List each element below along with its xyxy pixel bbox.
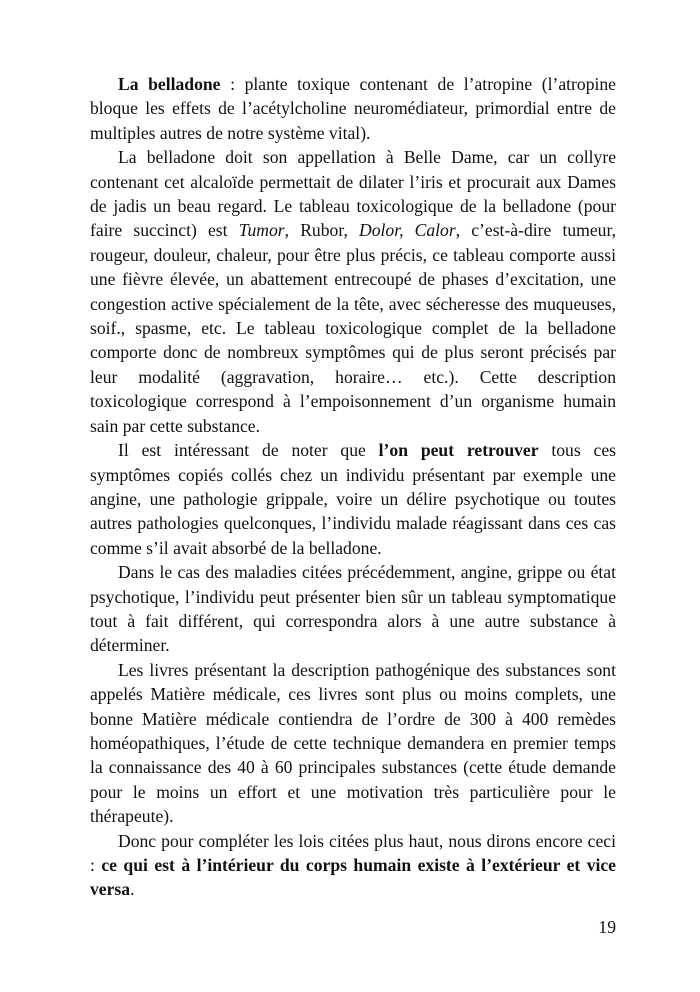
paragraph-belladone-definition — [90, 72, 616, 145]
term-belladone: La belladone — [118, 74, 221, 94]
bold-phrase-retrouver: l’on peut retrouver — [378, 440, 539, 461]
italic-term-tumor: Tumor — [238, 220, 285, 241]
paragraph-maladies — [90, 560, 616, 658]
paragraph-text: Donc pour compléter les lois citées plus haut, nous dirons encore ceci : — [90, 830, 616, 875]
paragraph-text: tous ces symptômes copiés collés chez un individu présentant par exemple une angine, une pathologie grippale, voire un délire psychotique ou toutes autres pathologies quelconques, l’individu malade réagissant dans ces cas comme s’il avait absorbé de la belladone. — [90, 440, 616, 558]
paragraph-text: Les livres présentant la description pathogénique des substances sont appelés Matière médicale, ces livres sont plus ou moins complets, une bonne Matière médicale contiendra de l’ordre de 300 à 400 remèdes homéopathiques, l’étude de cette technique demandera en premier temps la connaissance des 40 à 60 principales substances (cette étude demande pour le moins un effort et une motivation très particulière pour le thérapeute). — [90, 659, 616, 827]
page-body — [90, 72, 616, 902]
paragraph-text: La belladone doit son appellation à Belle Dame, car un collyre contenant cet alcaloïde permettait de dilater l’iris et procurait aux Dames de jadis un beau regard. Le tableau toxicologique de la belladone (pour faire succinct) est — [90, 147, 616, 241]
paragraph-conclusion — [90, 829, 616, 902]
paragraph-text: Dans le cas des maladies citées précédemment, angine, grippe ou état psychotique, l’individu peut présenter bien sûr un tableau symptomatique tout à fait différent, qui correspondra alors à une autre substance à déterminer. — [90, 562, 616, 656]
paragraph-text: , Rubor, — [284, 220, 360, 241]
page-number: 19 — [598, 917, 616, 937]
paragraph-belle-dame — [90, 145, 616, 438]
italic-term-dolor-calor: Dolor, Calor — [359, 220, 456, 241]
paragraph-text: : plante toxique contenant de l’atropine (l’atropine bloque les effets de l’acétylcholine neuromédiateur, primordial entre de multiples autres de notre système vital). — [90, 74, 616, 143]
paragraph-text: , c’est-à-dire tumeur, rougeur, douleur, chaleur, pour être plus précis, ce tableau comporte aussi une fièvre élevée, un abattement entrecoupé de phases d’excitation, une congestion active spécialement de la tête, avec sécheresse des muqueuses, soif., spasme, etc. Le tableau toxicologique complet de la belladone comporte donc de nombreux symptômes qui de plus seront précisés par leur modalité (aggravation, horaire… etc.). Cette description toxicologique correspond à l’empoisonnement d’un organisme humain sain par cette substance. — [90, 220, 616, 436]
paragraph-text: Il est intéressant de noter que — [118, 440, 379, 461]
paragraph-retrouver — [90, 438, 616, 560]
paragraph-matiere-medicale — [90, 658, 616, 829]
bold-phrase-conclusion: ce qui est à l’intérieur du corps humain existe à l’extérieur et vice versa — [90, 855, 616, 900]
paragraph-text: . — [130, 879, 135, 900]
